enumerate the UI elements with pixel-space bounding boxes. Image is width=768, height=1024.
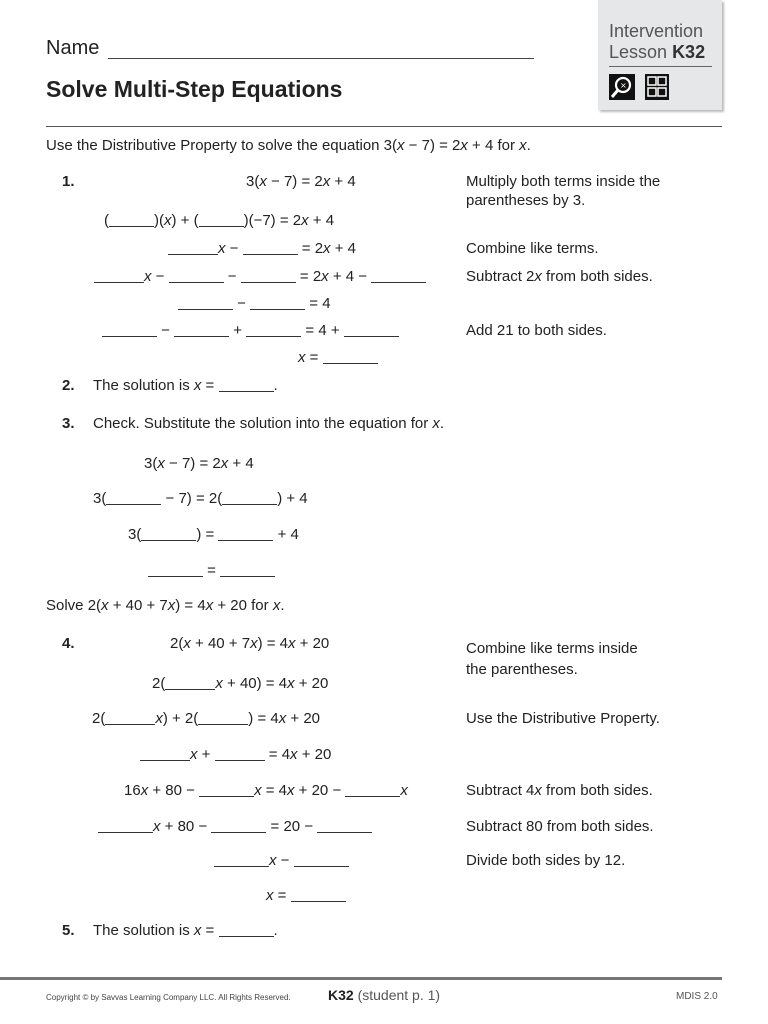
- answer-blank[interactable]: [219, 923, 274, 937]
- note-multiply: Multiply both terms inside the: [466, 173, 661, 190]
- step-subtract-80-row: x + 80 − = 20 −: [98, 818, 372, 836]
- magnifier-icon: [609, 74, 635, 100]
- answer-blank[interactable]: [219, 378, 274, 392]
- answer-blank[interactable]: [199, 783, 254, 797]
- answer-blank[interactable]: [169, 269, 224, 283]
- item-3-number: 3.: [62, 415, 75, 432]
- footer-version: MDIS 2.0: [676, 991, 718, 1002]
- answer-blank[interactable]: [250, 296, 305, 310]
- svg-text:×: ×: [620, 81, 627, 90]
- answer-blank[interactable]: [141, 527, 196, 541]
- answer-blank[interactable]: [371, 269, 426, 283]
- answer-blank[interactable]: [140, 747, 190, 761]
- item-5-text: The solution is x = .: [93, 922, 278, 939]
- answer-blank[interactable]: [106, 491, 161, 505]
- lesson-divider: [609, 66, 712, 67]
- check-final-row: =: [148, 562, 275, 580]
- item-2-text: The solution is x = .: [93, 377, 278, 394]
- note-combine: Combine like terms.: [466, 240, 599, 257]
- answer-blank[interactable]: [294, 853, 349, 867]
- step-expanded-row: x + = 4x + 20: [140, 746, 331, 764]
- answer-blank[interactable]: [291, 888, 346, 902]
- answer-blank[interactable]: [105, 711, 155, 725]
- note-combine-inside-cont: the parentheses.: [466, 661, 578, 678]
- section2-instructions: Solve 2(x + 40 + 7x) = 4x + 20 for x.: [46, 597, 285, 614]
- lesson-label-intervention: Intervention: [609, 21, 704, 41]
- footer-page-label: [328, 987, 440, 1003]
- footer-divider: [0, 977, 722, 980]
- answer-blank[interactable]: [218, 527, 273, 541]
- note-subtract-80: Subtract 80 from both sides.: [466, 818, 654, 835]
- answer-blank[interactable]: [148, 563, 203, 577]
- step-result-row: − = 4: [178, 295, 331, 313]
- name-field[interactable]: [108, 58, 534, 59]
- answer-blank[interactable]: [165, 676, 215, 690]
- lesson-code: K32: [672, 42, 706, 62]
- step-simplify-row: x − = 2x + 4: [168, 240, 356, 258]
- name-label: Name: [46, 37, 100, 59]
- step-divide-row: x −: [214, 852, 349, 870]
- step-combined-row: 2( x + 40) = 4x + 20: [152, 675, 329, 692]
- answer-blank[interactable]: [222, 491, 277, 505]
- footer-lesson-code: K32: [328, 987, 354, 1003]
- check-equation: 3(x − 7) = 2x + 4: [144, 455, 254, 472]
- step-distribute-row-2: 2( x) + 2( ) = 4x + 20: [92, 710, 320, 727]
- answer-blank[interactable]: [241, 269, 296, 283]
- answer-blank[interactable]: [246, 323, 301, 337]
- note-multiply-cont: parentheses by 3.: [466, 192, 586, 209]
- answer-blank[interactable]: [215, 747, 265, 761]
- check-simplify-row: 3( ) = + 4: [128, 526, 299, 543]
- item-2-number: 2.: [62, 377, 75, 394]
- step-solution-row-2: x =: [266, 887, 346, 905]
- header-divider: [46, 126, 722, 127]
- note-distributive: Use the Distributive Property.: [466, 710, 660, 727]
- step-add-row: − + = 4 +: [102, 322, 399, 340]
- answer-blank[interactable]: [102, 323, 157, 337]
- answer-blank[interactable]: [214, 853, 269, 867]
- answer-blank[interactable]: [317, 819, 372, 833]
- answer-blank[interactable]: [220, 563, 275, 577]
- answer-blank[interactable]: [344, 323, 399, 337]
- section1-instructions: Use the Distributive Property to solve the equation 3(x − 7) = 2x + 4 for x.: [46, 137, 531, 154]
- answer-blank[interactable]: [168, 241, 218, 255]
- step-distribute-row: ( )(x) + ( )(−7) = 2x + 4: [104, 212, 335, 229]
- lesson-label: [609, 42, 705, 63]
- answer-blank[interactable]: [98, 819, 153, 833]
- answer-blank[interactable]: [199, 213, 244, 227]
- answer-blank[interactable]: [174, 323, 229, 337]
- answer-blank[interactable]: [211, 819, 266, 833]
- answer-blank[interactable]: [109, 213, 154, 227]
- step-subtract-row: x − − = 2x + 4 −: [94, 268, 426, 286]
- answer-blank[interactable]: [94, 269, 144, 283]
- step-subtract-4x-row: 16x + 80 − x = 4x + 20 − x: [124, 782, 408, 799]
- item-4-equation: 2(x + 40 + 7x) = 4x + 20: [170, 635, 330, 652]
- item-3-text: Check. Substitute the solution into the equation for x.: [93, 415, 445, 432]
- answer-blank[interactable]: [198, 711, 248, 725]
- note-subtract-2x: Subtract 2x from both sides.: [466, 268, 653, 285]
- tiles-icon: [645, 74, 669, 100]
- answer-blank[interactable]: [323, 350, 378, 364]
- page-title: Solve Multi-Step Equations: [46, 76, 343, 102]
- check-substitute-row: 3( − 7) = 2( ) + 4: [93, 490, 308, 507]
- answer-blank[interactable]: [243, 241, 298, 255]
- note-combine-inside: Combine like terms inside: [466, 640, 638, 657]
- note-divide: Divide both sides by 12.: [466, 852, 626, 869]
- item-5-number: 5.: [62, 922, 75, 939]
- footer-student-page: (student p. 1): [353, 987, 441, 1003]
- note-subtract-4x: Subtract 4x from both sides.: [466, 782, 653, 799]
- footer-copyright: Copyright © by Savvas Learning Company LLC. All Rights Reserved.: [46, 993, 291, 1002]
- item-4-number: 4.: [62, 635, 75, 652]
- answer-blank[interactable]: [345, 783, 400, 797]
- item-1-number: 1.: [62, 173, 75, 190]
- note-add-21: Add 21 to both sides.: [466, 322, 607, 339]
- answer-blank[interactable]: [178, 296, 233, 310]
- lesson-word: Lesson: [609, 42, 668, 62]
- step-solution-row: x =: [298, 349, 378, 367]
- item-1-equation: 3(x − 7) = 2x + 4: [246, 173, 356, 190]
